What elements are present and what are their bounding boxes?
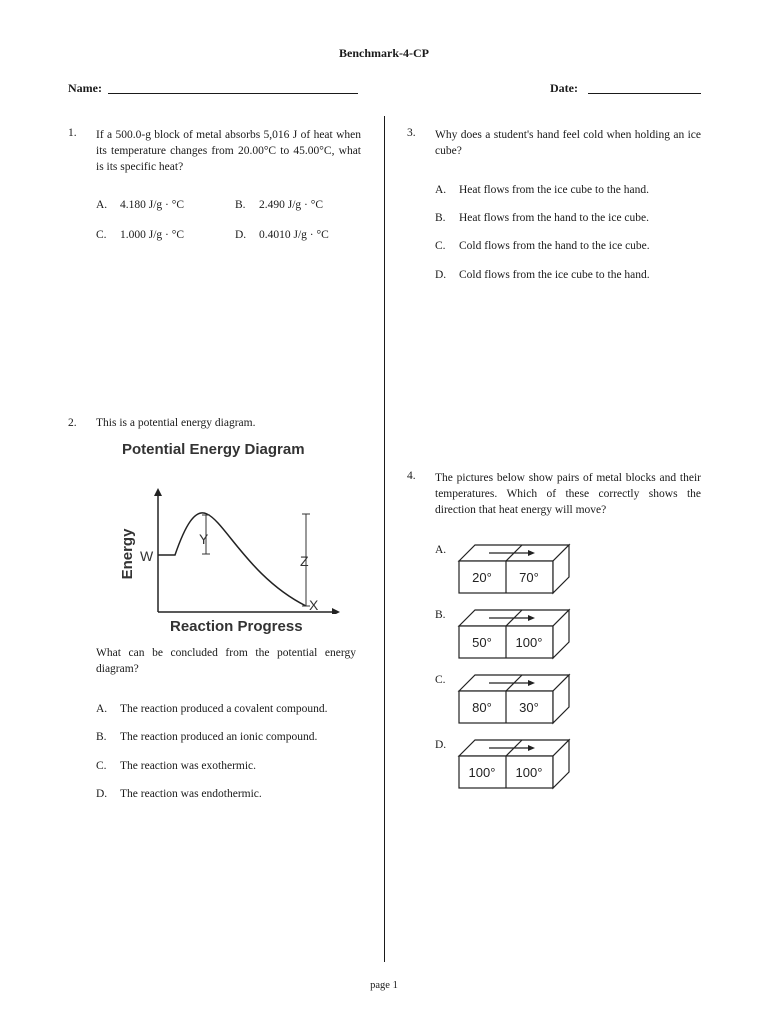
block-temp-right: 100° [515,635,543,650]
option-letter: B. [235,199,246,211]
page-title: Benchmark-4-CP [339,46,429,60]
block-temp-right: 30° [519,700,539,715]
page-number: page 1 [370,980,398,991]
date-field[interactable] [588,81,701,94]
option-text[interactable]: The reaction produced an ionic compound. [120,731,318,743]
option-letter: B. [435,212,446,224]
option-text[interactable]: The reaction was endothermic. [120,788,262,800]
label-x: X [309,597,319,613]
option-letter: C. [435,674,446,686]
column-divider [384,116,385,962]
question-text: Why does a student's hand feel cold when holding an ice cube? [435,129,701,157]
option-text[interactable]: Heat flows from the hand to the ice cube. [459,212,650,224]
question-number: 4. [407,470,416,482]
block-temp-left: 80° [472,700,492,715]
diagram-title: Potential Energy Diagram [122,441,305,458]
y-axis-arrowhead [154,488,162,496]
metal-blocks-option-c[interactable] [456,673,572,725]
label-w: W [140,548,154,564]
metal-blocks-option-a[interactable] [456,543,572,595]
option-letter: D. [435,739,447,751]
label-y: Y [199,531,209,547]
option-text[interactable]: The reaction produced a covalent compound. [120,703,328,715]
option-text[interactable]: 4.180 J/g · °C [120,199,185,211]
date-label: Date: [550,81,578,95]
option-text[interactable]: 1.000 J/g · °C [120,229,185,241]
label-z: Z [300,553,309,569]
x-axis-arrowhead [332,608,340,614]
option-letter: C. [435,240,446,252]
option-letter: C. [96,229,107,241]
energy-curve [158,513,306,606]
name-label: Name: [68,81,102,95]
option-text[interactable]: Heat flows from the ice cube to the hand. [459,184,650,196]
name-field[interactable] [108,81,358,94]
question-intro: This is a potential energy diagram. [96,417,256,429]
block-temp-left: 50° [472,635,492,650]
option-letter: B. [435,609,446,621]
option-text[interactable]: Cold flows from the ice cube to the hand. [459,269,650,281]
option-text[interactable]: 2.490 J/g · °C [259,199,324,211]
option-letter: B. [96,731,107,743]
question-text: If a 500.0-g block of metal absorbs 5,016 J of heat when its temperature changes from 20.00°C to 45.00°C, what is its specific heat? [96,129,361,173]
option-text[interactable]: Cold flows from the hand to the ice cube. [459,240,650,252]
metal-blocks-option-b[interactable] [456,608,572,660]
option-letter: D. [435,269,447,281]
option-text[interactable]: The reaction was exothermic. [120,760,257,772]
block-temp-right: 70° [519,570,539,585]
option-letter: A. [435,544,447,556]
block-temp-right: 100° [515,765,543,780]
potential-energy-diagram [110,486,350,614]
question-text: What can be concluded from the potential energy diagram? [96,647,356,675]
option-letter: D. [235,229,247,241]
option-letter: D. [96,788,108,800]
block-temp-left: 20° [472,570,492,585]
y-axis-label: Energy [119,528,136,580]
question-text: The pictures below show pairs of metal blocks and their temperatures. Which of these correctly shows the direction that heat energy will move? [435,472,701,516]
option-letter: A. [96,199,108,211]
metal-blocks-option-d[interactable] [456,738,572,790]
question-number: 1. [68,127,77,139]
option-letter: C. [96,760,107,772]
option-text[interactable]: 0.4010 J/g · °C [259,229,329,241]
question-number: 2. [68,417,77,429]
question-number: 3. [407,127,416,139]
option-letter: A. [96,703,108,715]
option-letter: A. [435,184,447,196]
block-temp-left: 100° [468,765,496,780]
x-axis-label: Reaction Progress [170,618,303,635]
